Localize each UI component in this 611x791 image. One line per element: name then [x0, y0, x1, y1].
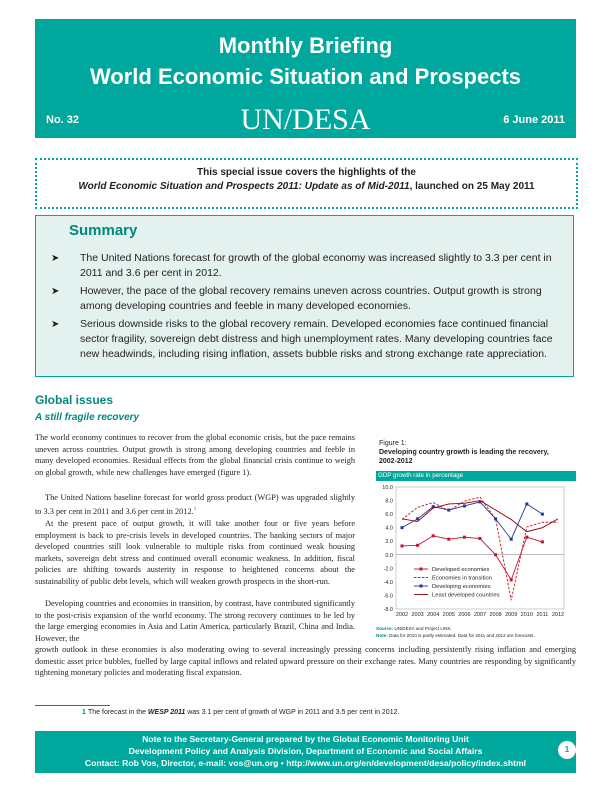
- data-point: [447, 509, 450, 512]
- x-tick-label: 2008: [489, 612, 502, 618]
- legend-label: Least developed countries: [432, 592, 500, 599]
- data-point: [416, 544, 419, 547]
- data-point: [541, 540, 544, 543]
- legend-label: Developed economies: [432, 567, 490, 573]
- masthead: [35, 19, 576, 138]
- data-point: [525, 536, 528, 539]
- section-subheading: A still fragile recovery: [35, 412, 140, 423]
- footnote-text-pre: The forecast in the: [88, 709, 148, 716]
- body-paragraph: growth outlook in these economies is also moderating owing to several increasingly pressing concerns including persistently rising inflation and emerging domestic asset price bubbles, fuelled by large capital inflows and related upward pressure on their exchange rates. Many countries are responding by significantly tightening monetary policies and moderating fiscal expansion.: [35, 645, 576, 677]
- series-line: [402, 536, 542, 580]
- legend-label: Developing economies: [432, 584, 491, 590]
- y-tick-label: 0.0: [385, 552, 393, 559]
- y-tick-label: -6.0: [383, 593, 393, 600]
- data-point: [510, 538, 513, 541]
- summary-item: [51, 251, 561, 281]
- special-issue-line1: This special issue covers the highlights of the: [197, 167, 416, 178]
- data-point: [494, 553, 497, 556]
- note-label: Note:: [376, 633, 388, 638]
- footnote-reference: 1: [193, 506, 197, 512]
- figure-label: Figure 1:: [379, 440, 407, 447]
- data-point: [494, 517, 497, 520]
- masthead-title-line2: World Economic Situation and Prospects: [89, 64, 522, 89]
- y-tick-label: -2.0: [383, 566, 393, 573]
- y-tick-label: 4.0: [385, 525, 393, 532]
- special-issue-line2: [37, 180, 576, 194]
- launch-text: , launched on 25 May 2011: [409, 181, 535, 192]
- y-tick-label: 6.0: [385, 512, 393, 519]
- y-tick-label: 8.0: [385, 498, 393, 505]
- masthead-title-line1: Monthly Briefing: [218, 33, 393, 58]
- issue-number: No. 32: [46, 114, 80, 126]
- chart-title: GDP growth rate in percentage: [376, 471, 576, 481]
- x-tick-label: 2006: [458, 612, 471, 618]
- summary-item-text: However, the pace of the global recovery remains uneven across countries. Output growth is strong among developing countries and feeble in many developed economies.: [80, 285, 542, 312]
- data-point: [510, 578, 513, 581]
- x-tick-label: 2002: [395, 612, 409, 618]
- source-label: Source:: [376, 626, 394, 631]
- figure-source: [376, 626, 576, 632]
- summary-heading: Summary: [69, 222, 138, 239]
- footer-line1: Note to the Secretary-General prepared by the Global Economic Monitoring Unit: [142, 734, 469, 744]
- data-point: [401, 544, 404, 547]
- x-tick-label: 2010: [520, 612, 533, 618]
- summary-box: [35, 215, 574, 377]
- x-tick-label: 2012: [551, 612, 565, 618]
- x-tick-label: 2005: [442, 612, 455, 618]
- arrow-bullet-icon: ➤: [51, 286, 60, 297]
- page-number: 1: [558, 741, 576, 759]
- summary-item: [51, 284, 561, 314]
- data-point: [416, 517, 419, 520]
- data-point: [479, 537, 482, 540]
- x-tick-label: 2009: [505, 612, 518, 618]
- data-point: [463, 536, 466, 539]
- data-point: [401, 526, 404, 529]
- body-paragraph: Developing countries and economies in transition, by contrast, have contributed significantly to the post-crisis expansion of the world economy. The strong recovery continues to be led by the large emerging economies in Asia and Latin America, particularly Brazil, China and India. However, the: [35, 599, 355, 643]
- body-paragraph: At the present pace of output growth, it will take another four or five years before employment is back to pre-crisis levels in developed countries. The banking sectors of major developed countries still look vulnerable to multiple risks from continued weak housing markets, sovereign debt stress and continued overall economic weakness. In addition, fiscal policies are shifting towards austerity in response to heightened concerns about the sustainability of public debt levels, which will weaken growth prospects in the short-run.: [35, 519, 355, 586]
- data-point: [541, 513, 544, 516]
- series-line: [402, 502, 542, 539]
- special-issue-box: [35, 158, 578, 209]
- summary-item-text: The United Nations forecast for growth of the global economy was increased slightly to 3.3 per cent in 2011 and 3.6 per cent in 2012.: [80, 252, 552, 279]
- arrow-bullet-icon: ➤: [51, 253, 60, 264]
- body-paragraph: The world economy continues to recover from the global economic crisis, but the pace remains uneven across countries. Output growth is strong among developing countries and feeble in many developed economies. Residual effects from the global financial crisis continue to weigh on global growth, while new challenges have emerged (figure 1).: [35, 433, 355, 477]
- figure-note: [376, 633, 576, 639]
- footer-line2: Development Policy and Analysis Division, Department of Economic and Social Affairs: [128, 746, 483, 756]
- data-point: [432, 534, 435, 537]
- y-tick-label: -4.0: [383, 579, 393, 586]
- footnote-text-post: was 3.1 per cent of growth of WGP in 2011 and 3.5 per cent in 2012.: [185, 709, 400, 716]
- footer-band: [35, 731, 576, 773]
- section-heading: Global issues: [35, 393, 114, 407]
- legend-marker: [420, 585, 423, 588]
- y-tick-label: 10.0: [382, 485, 393, 491]
- footer-contact[interactable]: Contact: Rob Vos, Director, e-mail: vos@un.org • http://www.un.org/en/development/desa/policy/index.shtml: [84, 758, 527, 768]
- series-line: [402, 501, 558, 532]
- figure-title: Developing country growth is leading the recovery, 2002-2012: [379, 449, 549, 465]
- footnote: [82, 709, 400, 716]
- figure-1: [366, 437, 577, 645]
- legend-marker: [420, 568, 423, 571]
- y-tick-label: -8.0: [383, 607, 393, 613]
- report-title: World Economic Situation and Prospects 2011: Update as of Mid-2011: [78, 181, 410, 192]
- x-tick-label: 2004: [427, 612, 440, 618]
- footnote-emphasis: WESP 2011: [147, 709, 186, 716]
- x-tick-label: 2003: [411, 612, 424, 618]
- arrow-bullet-icon: ➤: [51, 319, 60, 330]
- body-paragraph: [35, 492, 355, 517]
- brand-logo-text: UN/DESA: [240, 103, 371, 136]
- footnote-divider: [35, 705, 110, 706]
- plot-frame: [396, 487, 564, 609]
- x-tick-label: 2007: [473, 612, 487, 618]
- body-paragraph-text: The United Nations baseline forecast for world gross product (WGP) was upgraded slightly to 3.3 per cent in 2011 and 3.6 per cent in 2012.: [35, 493, 355, 516]
- data-point: [525, 502, 528, 505]
- legend-label: Economies in transition: [432, 575, 492, 582]
- summary-item-text: Serious downside risks to the global recovery remain. Developed economies face continued financial sector fragility, sovereign debt distress and high unemployment rates. Many developing countries face new headwinds, including rising inflation, assets bubble risks and strong exchange rate appreciation.: [80, 318, 553, 360]
- note-text: Data for 2010 is partly estimated. Data for 2011 and 2012 are forecasts.: [389, 633, 535, 638]
- footnote-number: 1: [82, 709, 86, 716]
- summary-item: [51, 317, 561, 362]
- x-tick-label: 2011: [536, 612, 549, 618]
- issue-date: 6 June 2011: [503, 114, 565, 126]
- data-point: [447, 538, 450, 541]
- data-point: [463, 504, 466, 507]
- y-tick-label: 2.0: [385, 539, 393, 546]
- growth-chart: [366, 437, 577, 627]
- source-text: UN/DESA and Project LINK.: [394, 626, 452, 631]
